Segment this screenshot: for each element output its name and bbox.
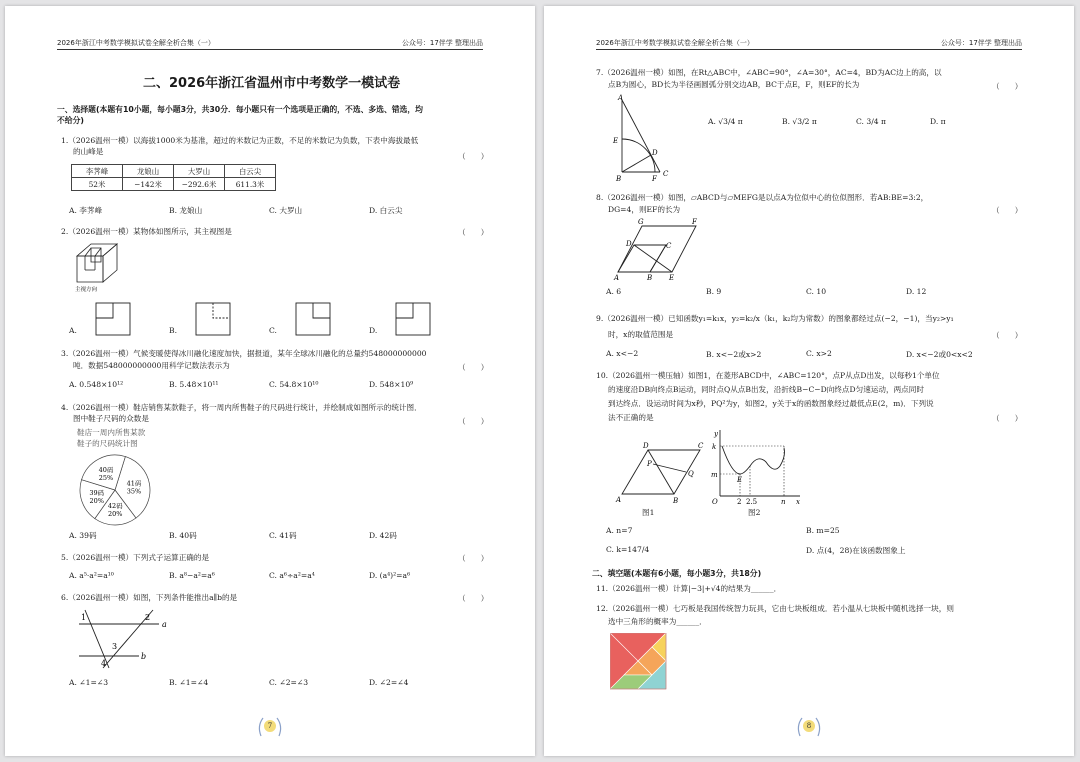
q7-label-e: E <box>613 137 619 145</box>
q7-answer-paren: （ ） <box>992 82 1023 91</box>
table-cell: −142米 <box>123 178 174 191</box>
page-number-badge <box>794 714 824 742</box>
q10-fig1-label-b: B <box>673 497 679 505</box>
q4-text: 4.（2026温州一模）鞋店销售某款鞋子，将一周内所售鞋子的尺码进行统计，并绘制成如图所示的统计图． <box>61 403 422 412</box>
q8-label-a: A <box>614 274 620 282</box>
q10-fig2-caption: 图2 <box>748 508 761 517</box>
q6-label-4: 4 <box>101 659 107 668</box>
page-header <box>596 38 1022 50</box>
q6-text: 6.（2026温州一模）如图，下列条件能推出a∥b的是 <box>61 593 238 602</box>
q7-label-c: C <box>663 170 669 178</box>
pie-slice-percent: 20% <box>108 510 123 519</box>
page-number: 7 <box>264 720 276 732</box>
q7-figure <box>610 92 674 184</box>
page-number-badge <box>255 714 285 742</box>
q8-option-b: B. 9 <box>706 287 722 296</box>
page-title: 二、2026年浙江省温州市中考数学一模试卷 <box>143 76 401 91</box>
page-header <box>57 38 483 50</box>
q8-label-f: F <box>692 218 697 226</box>
q5-option-d: D. (a⁴)²=a⁶ <box>369 571 411 580</box>
q8-option-a: A. 6 <box>606 287 622 296</box>
q12-text-cont: 选中三角形的概率为______． <box>608 617 707 626</box>
q1-text: 1.（2026温州一模）以海拔1000米为基准，超过的米数记为正数，不足的米数记为负数，下表中海拔最低 <box>61 136 419 145</box>
section-1-heading: 一、选择题(本题有10小题，每小题3分，共30分．每小题只有一个选项是正确的，不选、多选、错选，均 <box>57 105 423 114</box>
q7-label-a: A <box>618 94 624 102</box>
q7-text: 7.（2026温州一模）如图，在Rt△ABC中，∠ABC=90°，∠A=30°，AC=4，BD为AC边上的高，以 <box>596 68 942 77</box>
section-1-heading-cont: 不给分) <box>57 116 84 125</box>
q10-fig1-label-c: C <box>698 442 704 450</box>
q10-fig2-label-n: n <box>781 498 786 506</box>
q8-label-b: B <box>647 274 653 282</box>
q10-fig2-label-m: m <box>711 471 718 479</box>
q8-label-d: D <box>626 240 632 248</box>
q10-fig1-label-p: P <box>647 460 652 468</box>
q10-answer-paren: （ ） <box>992 414 1023 423</box>
q10-fig2-label-o: O <box>712 498 718 506</box>
q3-text-cont: 吨．数据548000000000用科学记数法表示为 <box>73 361 230 370</box>
pie-slice-percent: 20% <box>89 497 105 506</box>
q10-fig2-label-e: E <box>737 476 743 484</box>
q6-option-a: A. ∠1=∠3 <box>69 678 109 687</box>
q8-text: 8.（2026温州一模）如图，▱ABCD与▱MEFG是以点A为位似中心的位似图形．若AB:BE=3:2， <box>596 193 929 202</box>
section-2-heading: 二、填空题(本题有6小题，每小题3分，共18分) <box>592 569 762 578</box>
q12-text: 12.（2026温州一模）七巧板是我国传统智力玩具，它由七块板组成．若小温从七块板中随机选择一块，则 <box>596 604 954 613</box>
q8-option-d: D. 12 <box>906 287 927 296</box>
pie-slice-label: 42码 <box>107 502 123 511</box>
q4-chart-title-2: 鞋子的尺码统计图 <box>77 439 138 448</box>
q10-text-cont-3: 法不正确的是 <box>608 413 654 422</box>
q3-option-c: C. 54.8×10¹⁰ <box>269 380 319 389</box>
q4-text-cont: 图中鞋子尺码的众数是 <box>73 414 149 423</box>
q5-option-a: A. a⁵·a²=a¹⁰ <box>69 571 114 580</box>
q5-option-c: C. a⁶÷a²=a⁴ <box>269 571 315 580</box>
q6-figure <box>75 606 171 670</box>
q10-fig1-caption: 图1 <box>642 508 655 517</box>
table-cell: 52米 <box>72 178 123 191</box>
q2-answer-paren: （ ） <box>458 228 489 237</box>
q4-answer-paren: （ ） <box>458 417 489 426</box>
q10-fig2-label-y: y <box>714 430 718 438</box>
q3-option-d: D. 548×10⁹ <box>369 380 414 389</box>
q10-text: 10.（2026温州一模压轴）如图1，在菱形ABCD中，∠ABC=120°，点P从点D出发，以每秒1个单位 <box>596 371 940 380</box>
q4-option-c: C. 41码 <box>269 531 297 540</box>
q2-text: 2.（2026温州一模）某物体如图所示，其主视图是 <box>61 227 232 236</box>
q2-option-a-figure <box>95 302 131 336</box>
left-page <box>5 6 535 756</box>
pie-slice-percent: 25% <box>98 473 114 482</box>
table-cell: −292.6米 <box>174 178 225 191</box>
pie-slice-label: 40码 <box>98 465 114 474</box>
q6-label-1: 1 <box>81 613 87 622</box>
q7-option-c: C. 3/4 π <box>856 117 886 126</box>
q2-option-b: B. <box>169 326 177 335</box>
q6-option-b: B. ∠1=∠4 <box>169 678 209 687</box>
q8-figure <box>610 216 710 282</box>
q8-answer-paren: （ ） <box>992 206 1023 215</box>
q4-option-b: B. 40码 <box>169 531 197 540</box>
table-row <box>72 165 276 178</box>
q8-text-cont: DG=4，则EF的长为 <box>608 205 681 214</box>
q10-option-d: D. 点(4，28)在该函数图象上 <box>806 546 906 555</box>
q6-label-b: b <box>141 652 147 661</box>
q1-option-c: C. 大罗山 <box>269 206 303 215</box>
q10-fig1-label-q: Q <box>688 470 694 478</box>
q9-text-cont: 时，x的取值范围是 <box>608 330 674 339</box>
q1-option-a: A. 李荠峰 <box>69 206 103 215</box>
q7-text-cont: 点B为圆心，BD长为半径画圆弧分别交边AB，BC于点E，F，则EF的长为 <box>608 80 860 89</box>
q6-answer-paren: （ ） <box>458 594 489 603</box>
q7-option-a: A. √3/4 π <box>708 117 743 126</box>
q3-text: 3.（2026温州一模）气候变暖使得冰川融化速度加快，据报道，某年全球冰川融化的总量约548000000000 <box>61 349 427 358</box>
q2-option-b-figure <box>195 302 231 336</box>
table-cell: 李荠峰 <box>72 165 123 178</box>
q4-option-d: D. 42码 <box>369 531 397 540</box>
header-right: 公众号：17伴学 整理出品 <box>940 39 1022 47</box>
q4-pie-chart <box>77 452 153 528</box>
q10-figure-1 <box>608 436 708 512</box>
q4-option-a: A. 39码 <box>69 531 97 540</box>
q11-text: 11.（2026温州一模）计算|−3|+√4的结果为______． <box>596 584 782 593</box>
q8-label-e: E <box>669 274 675 282</box>
q6-option-c: C. ∠2=∠3 <box>269 678 309 687</box>
q12-tangram-figure <box>610 633 668 691</box>
q6-label-3: 3 <box>112 642 118 651</box>
q1-option-b: B. 龙娘山 <box>169 206 203 215</box>
q10-option-a: A. n=7 <box>606 526 633 535</box>
q10-text-cont-1: 的速度沿DB向终点B运动，同时点Q从点B出发，沿折线B−C−D向终点D匀速运动，两点同时 <box>608 385 924 394</box>
q2-solid-figure <box>73 240 123 292</box>
q6-label-a: a <box>162 620 167 629</box>
table-cell: 龙娘山 <box>123 165 174 178</box>
q9-option-b: B. x<−2或x>2 <box>706 350 762 359</box>
q10-fig1-label-a: A <box>616 496 622 504</box>
q2-option-d-figure <box>395 302 431 336</box>
q2-option-c-figure <box>295 302 331 336</box>
q5-text: 5.（2026温州一模）下列式子运算正确的是 <box>61 553 210 562</box>
q6-label-2: 2 <box>145 613 151 622</box>
q2-option-d: D. <box>369 326 378 335</box>
pie-slice-label: 41码 <box>126 479 142 488</box>
q9-option-c: C. x>2 <box>806 349 832 358</box>
q7-option-d: D. π <box>930 117 946 126</box>
q10-option-b: B. m=25 <box>806 526 840 535</box>
q1-table <box>71 164 276 191</box>
q10-text-cont-2: 到达终点．设运动时间为x秒，PQ²为y，如图2，y关于x的函数图象经过最低点E(2，m)．下列说 <box>608 399 934 408</box>
q2-option-c: C. <box>269 326 277 335</box>
q5-answer-paren: （ ） <box>458 554 489 563</box>
q9-option-d: D. x<−2或0<x<2 <box>906 350 973 359</box>
q8-option-c: C. 10 <box>806 287 827 296</box>
q10-fig2-label-2-5: 2.5 <box>746 498 758 506</box>
q7-label-d: D <box>652 149 658 157</box>
q2-option-a: A. <box>69 326 77 335</box>
q7-label-f: F <box>652 175 657 183</box>
table-cell: 611.3米 <box>225 178 276 191</box>
q1-option-d: D. 白云尖 <box>369 206 403 215</box>
page-number: 8 <box>803 720 815 732</box>
q10-fig2-label-x: x <box>796 498 800 506</box>
q7-label-b: B <box>616 175 622 183</box>
q10-option-c: C. k=147/4 <box>606 545 650 554</box>
table-row <box>72 178 276 191</box>
table-cell: 大罗山 <box>174 165 225 178</box>
q3-answer-paren: （ ） <box>458 363 489 372</box>
q7-option-b: B. √3/2 π <box>782 117 817 126</box>
q8-label-g: G <box>638 218 644 226</box>
header-left: 2026年浙江中考数学模拟试卷全解全析合集（一） <box>596 39 754 47</box>
q10-figure-2 <box>710 426 804 506</box>
q5-option-b: B. a⁸−a²=a⁶ <box>169 571 215 580</box>
q10-fig2-label-k: k <box>712 443 717 451</box>
q1-answer-paren: （ ） <box>458 152 489 161</box>
header-right: 公众号：17伴学 整理出品 <box>401 39 483 47</box>
q3-option-b: B. 5.48×10¹¹ <box>169 380 219 389</box>
q10-fig2-label-2: 2 <box>737 498 742 506</box>
table-cell: 白云尖 <box>225 165 276 178</box>
q2-caption: 主视方向 <box>75 287 98 292</box>
q9-answer-paren: （ ） <box>992 331 1023 340</box>
q9-text: 9.（2026温州一模）已知函数y₁=k₁x，y₂=k₂/x（k₁，k₂均为常数）的图象都经过点(−2，−1)，当y₂>y₁ <box>596 314 954 323</box>
pie-slice-label: 39码 <box>89 489 105 498</box>
q4-chart-title-1: 鞋店一周内所售某款 <box>77 428 146 437</box>
pie-slice-percent: 35% <box>126 487 142 496</box>
right-page <box>544 6 1074 756</box>
q8-label-c: C <box>666 242 672 250</box>
q6-option-d: D. ∠2=∠4 <box>369 678 409 687</box>
q9-option-a: A. x<−2 <box>606 349 639 358</box>
q3-option-a: A. 0.548×10¹² <box>69 380 124 389</box>
q10-fig1-label-d: D <box>643 442 649 450</box>
q1-text-cont: 的山峰是 <box>73 147 104 156</box>
header-left: 2026年浙江中考数学模拟试卷全解全析合集（一） <box>57 39 215 47</box>
